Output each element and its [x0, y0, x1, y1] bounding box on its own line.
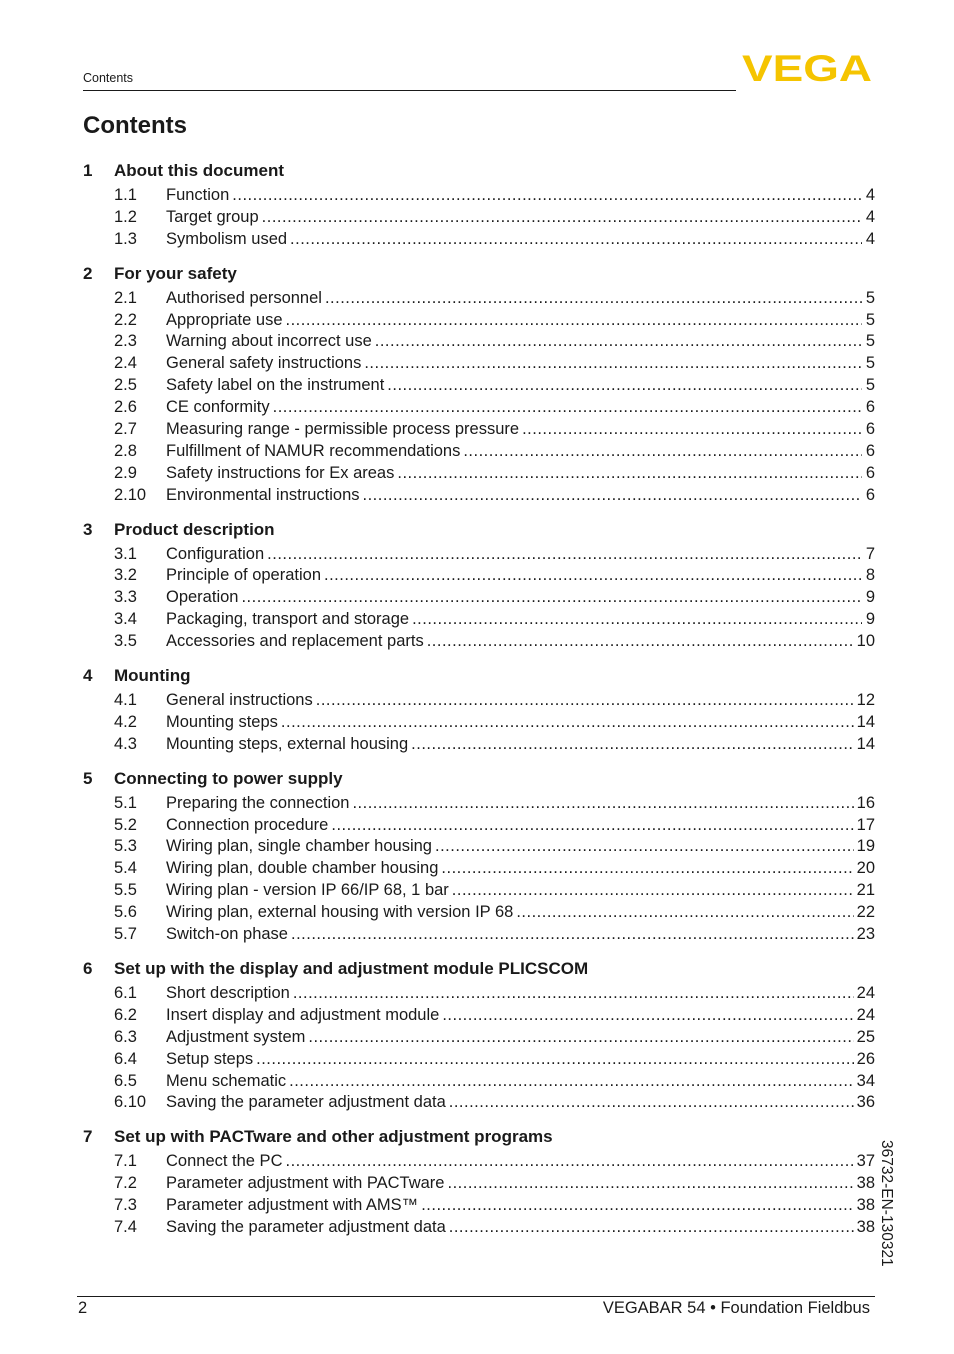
toc-entry[interactable] [83, 1005, 875, 1027]
entry-number: 2.9 [114, 463, 137, 482]
entry-title: Safety label on the instrument [166, 376, 385, 395]
entry-page-number: 20 [856, 859, 875, 878]
dot-leader [441, 858, 853, 880]
entry-page-number: 23 [856, 925, 875, 944]
entry-number: 2.2 [114, 310, 137, 329]
entry-page-number: 38 [856, 1217, 875, 1236]
dot-leader [411, 734, 853, 756]
section-number: 1 [83, 161, 93, 180]
entry-title: Measuring range - permissible process pressure [166, 420, 520, 439]
entry-page-number: 37 [856, 1152, 875, 1171]
toc-section-heading[interactable] [83, 958, 875, 980]
entry-page-number: 12 [856, 691, 875, 710]
entry-page-number: 6 [865, 441, 875, 460]
entry-number: 7.2 [114, 1174, 137, 1193]
dot-leader [286, 310, 863, 332]
entry-page-number: 5 [865, 376, 875, 395]
toc-entry[interactable] [83, 331, 875, 353]
entry-title: Adjustment system [166, 1027, 306, 1046]
dot-leader [293, 983, 854, 1005]
entry-title: Saving the parameter adjustment data [166, 1093, 446, 1112]
toc-entry[interactable] [83, 836, 875, 858]
dot-leader [427, 631, 854, 653]
footer-page-number: 2 [78, 1299, 88, 1317]
entry-page-number: 25 [856, 1027, 875, 1046]
entry-number: 1.2 [114, 207, 137, 226]
toc-section-heading[interactable] [83, 768, 875, 790]
entry-page-number: 6 [865, 420, 875, 439]
dot-leader [449, 1092, 854, 1114]
section-title: Mounting [114, 666, 191, 686]
entry-title: Packaging, transport and storage [166, 610, 410, 629]
toc-entry[interactable] [83, 1217, 875, 1239]
entry-page-number: 21 [856, 881, 875, 900]
entry-title: Safety instructions for Ex areas [166, 463, 395, 482]
entry-title: Preparing the connection [166, 793, 350, 812]
page-title: Contents [83, 112, 187, 139]
toc-entry[interactable] [83, 793, 875, 815]
toc-entry[interactable] [83, 207, 875, 229]
entry-page-number: 6 [865, 398, 875, 417]
dot-leader [232, 185, 862, 207]
toc-entry[interactable] [83, 880, 875, 902]
entry-title: Saving the parameter adjustment data [166, 1217, 446, 1236]
dot-leader [325, 288, 862, 310]
toc-entry[interactable] [83, 587, 875, 609]
dot-leader [308, 1027, 853, 1049]
entry-number: 6.1 [114, 983, 137, 1002]
entry-page-number: 5 [865, 310, 875, 329]
entry-number: 2.8 [114, 441, 137, 460]
toc-entry[interactable] [83, 419, 875, 441]
entry-title: Mounting steps [166, 712, 278, 731]
entry-page-number: 6 [865, 463, 875, 482]
entry-title: Short description [166, 983, 290, 1002]
entry-title: CE conformity [166, 398, 270, 417]
toc-entry[interactable] [83, 983, 875, 1005]
entry-number: 2.7 [114, 420, 137, 439]
dot-leader [273, 397, 862, 419]
entry-title: Operation [166, 588, 239, 607]
dot-leader [442, 1005, 853, 1027]
entry-number: 6.10 [114, 1093, 147, 1112]
entry-number: 3.5 [114, 632, 137, 651]
entry-number: 6.5 [114, 1071, 137, 1090]
toc-entry[interactable] [83, 734, 875, 756]
entry-number: 7.3 [114, 1196, 137, 1215]
dot-leader [449, 1217, 854, 1239]
entry-title: Parameter adjustment with PACTware [166, 1174, 445, 1193]
entry-number: 2.1 [114, 288, 137, 307]
entry-page-number: 7 [865, 544, 875, 563]
toc-section [83, 263, 875, 507]
entry-number: 6.2 [114, 1005, 137, 1024]
dot-leader [364, 353, 862, 375]
toc-entry[interactable] [83, 441, 875, 463]
footer-product-name: VEGABAR 54 • Foundation Fieldbus [602, 1299, 870, 1317]
entry-number: 5.7 [114, 925, 137, 944]
section-title: About this document [114, 161, 284, 180]
toc-entry[interactable] [83, 902, 875, 924]
entry-page-number: 6 [865, 485, 875, 504]
dot-leader [256, 1049, 854, 1071]
toc-entry[interactable] [83, 858, 875, 880]
entry-page-number: 9 [865, 610, 875, 629]
entry-page-number: 4 [865, 207, 875, 226]
section-number: 3 [83, 519, 93, 539]
entry-page-number: 4 [865, 229, 875, 248]
dot-leader [267, 544, 862, 566]
toc-entry[interactable] [83, 815, 875, 837]
toc-section [83, 958, 875, 1114]
toc-section [83, 160, 875, 251]
entry-title: General safety instructions [166, 354, 362, 373]
entry-page-number: 22 [856, 903, 875, 922]
toc-entry[interactable] [83, 485, 875, 507]
entry-page-number: 36 [856, 1093, 875, 1112]
entry-page-number: 16 [856, 793, 875, 812]
entry-title: Accessories and replacement parts [166, 632, 424, 651]
toc-entry[interactable] [83, 1092, 875, 1114]
toc-entry[interactable] [83, 690, 875, 712]
entry-title: Warning about incorrect use [166, 332, 372, 351]
entry-title: Connection procedure [166, 815, 329, 834]
entry-number: 3.1 [114, 544, 137, 563]
dot-leader [435, 836, 854, 858]
entry-number: 2.4 [114, 354, 137, 373]
toc-entry[interactable] [83, 712, 875, 734]
toc-entry[interactable] [83, 463, 875, 485]
entry-title: Parameter adjustment with AMS™ [166, 1196, 419, 1215]
toc-entry[interactable] [83, 353, 875, 375]
entry-title: Target group [166, 207, 259, 226]
toc-entry[interactable] [83, 310, 875, 332]
entry-title: Connect the PC [166, 1152, 283, 1171]
entry-number: 5.6 [114, 903, 137, 922]
dot-leader [289, 1071, 854, 1093]
entry-page-number: 19 [856, 837, 875, 856]
entry-page-number: 34 [856, 1071, 875, 1090]
toc-entry[interactable] [83, 609, 875, 631]
toc-entry[interactable] [83, 1027, 875, 1049]
entry-title: Symbolism used [166, 229, 288, 248]
section-title: Set up with PACTware and other adjustment programs [114, 1127, 553, 1147]
dot-leader [421, 1195, 853, 1217]
entry-title: Mounting steps, external housing [166, 734, 409, 753]
entry-number: 7.1 [114, 1152, 137, 1171]
entry-page-number: 5 [865, 332, 875, 351]
entry-number: 6.3 [114, 1027, 137, 1046]
toc-section-heading[interactable] [83, 519, 875, 541]
vega-logo-icon [742, 53, 872, 83]
entry-page-number: 26 [856, 1049, 875, 1068]
dot-leader [291, 924, 854, 946]
entry-page-number: 5 [865, 288, 875, 307]
section-number: 5 [83, 768, 93, 788]
toc-entry[interactable] [83, 1151, 875, 1173]
entry-number: 5.3 [114, 837, 137, 856]
section-title: For your safety [114, 263, 237, 283]
vega-logo [742, 53, 872, 83]
toc-entry[interactable] [83, 229, 875, 251]
entry-number: 5.2 [114, 815, 137, 834]
entry-title: Wiring plan - version IP 66/IP 68, 1 bar [166, 881, 449, 900]
dot-leader [463, 441, 862, 463]
dot-leader [375, 331, 862, 353]
dot-leader [281, 712, 854, 734]
entry-page-number: 14 [856, 734, 875, 753]
entry-number: 3.2 [114, 566, 137, 585]
dot-leader [363, 485, 862, 507]
dot-leader [352, 793, 853, 815]
entry-number: 7.4 [114, 1217, 137, 1236]
header-rule [83, 90, 736, 91]
dot-leader [447, 1173, 853, 1195]
document-id: 36732-EN-130321 [878, 1140, 895, 1267]
entry-title: Fulfillment of NAMUR recommendations [166, 441, 461, 460]
entry-page-number: 14 [856, 712, 875, 731]
entry-title: Insert display and adjustment module [166, 1005, 440, 1024]
dot-leader [387, 375, 862, 397]
toc-entry[interactable] [83, 185, 875, 207]
toc-entry[interactable] [83, 544, 875, 566]
toc-entry[interactable] [83, 397, 875, 419]
entry-number: 3.4 [114, 610, 137, 629]
toc-entry[interactable] [83, 1173, 875, 1195]
entry-number: 1.1 [114, 186, 137, 204]
entry-page-number: 10 [856, 632, 875, 651]
section-title: Set up with the display and adjustment module PLICSCOM [114, 958, 589, 978]
entry-page-number: 8 [865, 566, 875, 585]
entry-number: 3.3 [114, 588, 137, 607]
entry-number: 4.3 [114, 734, 137, 753]
table-of-contents [83, 160, 875, 1251]
entry-number: 1.3 [114, 229, 137, 248]
entry-page-number: 38 [856, 1174, 875, 1193]
entry-page-number: 5 [865, 354, 875, 373]
entry-number: 6.4 [114, 1049, 137, 1068]
entry-number: 2.10 [114, 485, 147, 504]
entry-title: Environmental instructions [166, 485, 360, 504]
toc-entry[interactable] [83, 924, 875, 946]
toc-entry[interactable] [83, 1049, 875, 1071]
entry-number: 5.5 [114, 881, 137, 900]
toc-entry[interactable] [83, 375, 875, 397]
entry-number: 5.4 [114, 859, 137, 878]
toc-section-heading[interactable] [83, 1126, 875, 1148]
entry-title: Setup steps [166, 1049, 254, 1068]
toc-section-heading[interactable] [83, 263, 875, 285]
dot-leader [262, 207, 862, 229]
entry-title: Principle of operation [166, 566, 322, 585]
section-title: Connecting to power supply [114, 768, 343, 788]
dot-leader [331, 815, 853, 837]
entry-page-number: 17 [856, 815, 875, 834]
dot-leader [397, 463, 862, 485]
entry-page-number: 4 [865, 186, 875, 204]
entry-page-number: 24 [856, 1005, 875, 1024]
dot-leader [324, 565, 862, 587]
toc-section [83, 768, 875, 946]
section-number: 4 [83, 666, 93, 686]
entry-page-number: 38 [856, 1196, 875, 1215]
entry-title: General instructions [166, 691, 313, 710]
toc-entry[interactable] [83, 565, 875, 587]
entry-title: Menu schematic [166, 1071, 287, 1090]
toc-section-heading[interactable] [83, 665, 875, 687]
entry-title: Configuration [166, 544, 265, 563]
dot-leader [522, 419, 862, 441]
dot-leader [290, 229, 862, 251]
svg-text:VEGA: VEGA [742, 53, 872, 83]
section-number: 2 [83, 263, 93, 283]
toc-entry[interactable] [83, 1195, 875, 1217]
dot-leader [516, 902, 853, 924]
entry-title: Wiring plan, double chamber housing [166, 859, 439, 878]
section-title: Product description [114, 519, 275, 539]
toc-section-heading[interactable] [83, 160, 875, 182]
entry-number: 4.1 [114, 691, 137, 710]
entry-page-number: 9 [865, 588, 875, 607]
toc-section [83, 1126, 875, 1239]
section-number: 6 [83, 958, 93, 978]
toc-entry[interactable] [83, 631, 875, 653]
dot-leader [452, 880, 854, 902]
entry-number: 4.2 [114, 712, 137, 731]
dot-leader [241, 587, 862, 609]
toc-entry[interactable] [83, 288, 875, 310]
entry-title: Wiring plan, external housing with version IP 68 [166, 903, 514, 922]
entry-number: 2.3 [114, 332, 137, 351]
dot-leader [316, 690, 854, 712]
toc-section [83, 519, 875, 653]
entry-title: Function [166, 186, 230, 204]
toc-entry[interactable] [83, 1071, 875, 1093]
entry-page-number: 24 [856, 983, 875, 1002]
footer-rule [77, 1296, 875, 1297]
entry-title: Authorised personnel [166, 288, 322, 307]
dot-leader [285, 1151, 853, 1173]
running-header: Contents [83, 71, 134, 85]
entry-number: 2.5 [114, 376, 137, 395]
entry-title: Switch-on phase [166, 925, 288, 944]
entry-number: 2.6 [114, 398, 137, 417]
dot-leader [412, 609, 862, 631]
entry-number: 5.1 [114, 793, 137, 812]
entry-title: Wiring plan, single chamber housing [166, 837, 432, 856]
entry-title: Appropriate use [166, 310, 283, 329]
toc-section [83, 665, 875, 756]
section-number: 7 [83, 1127, 93, 1147]
